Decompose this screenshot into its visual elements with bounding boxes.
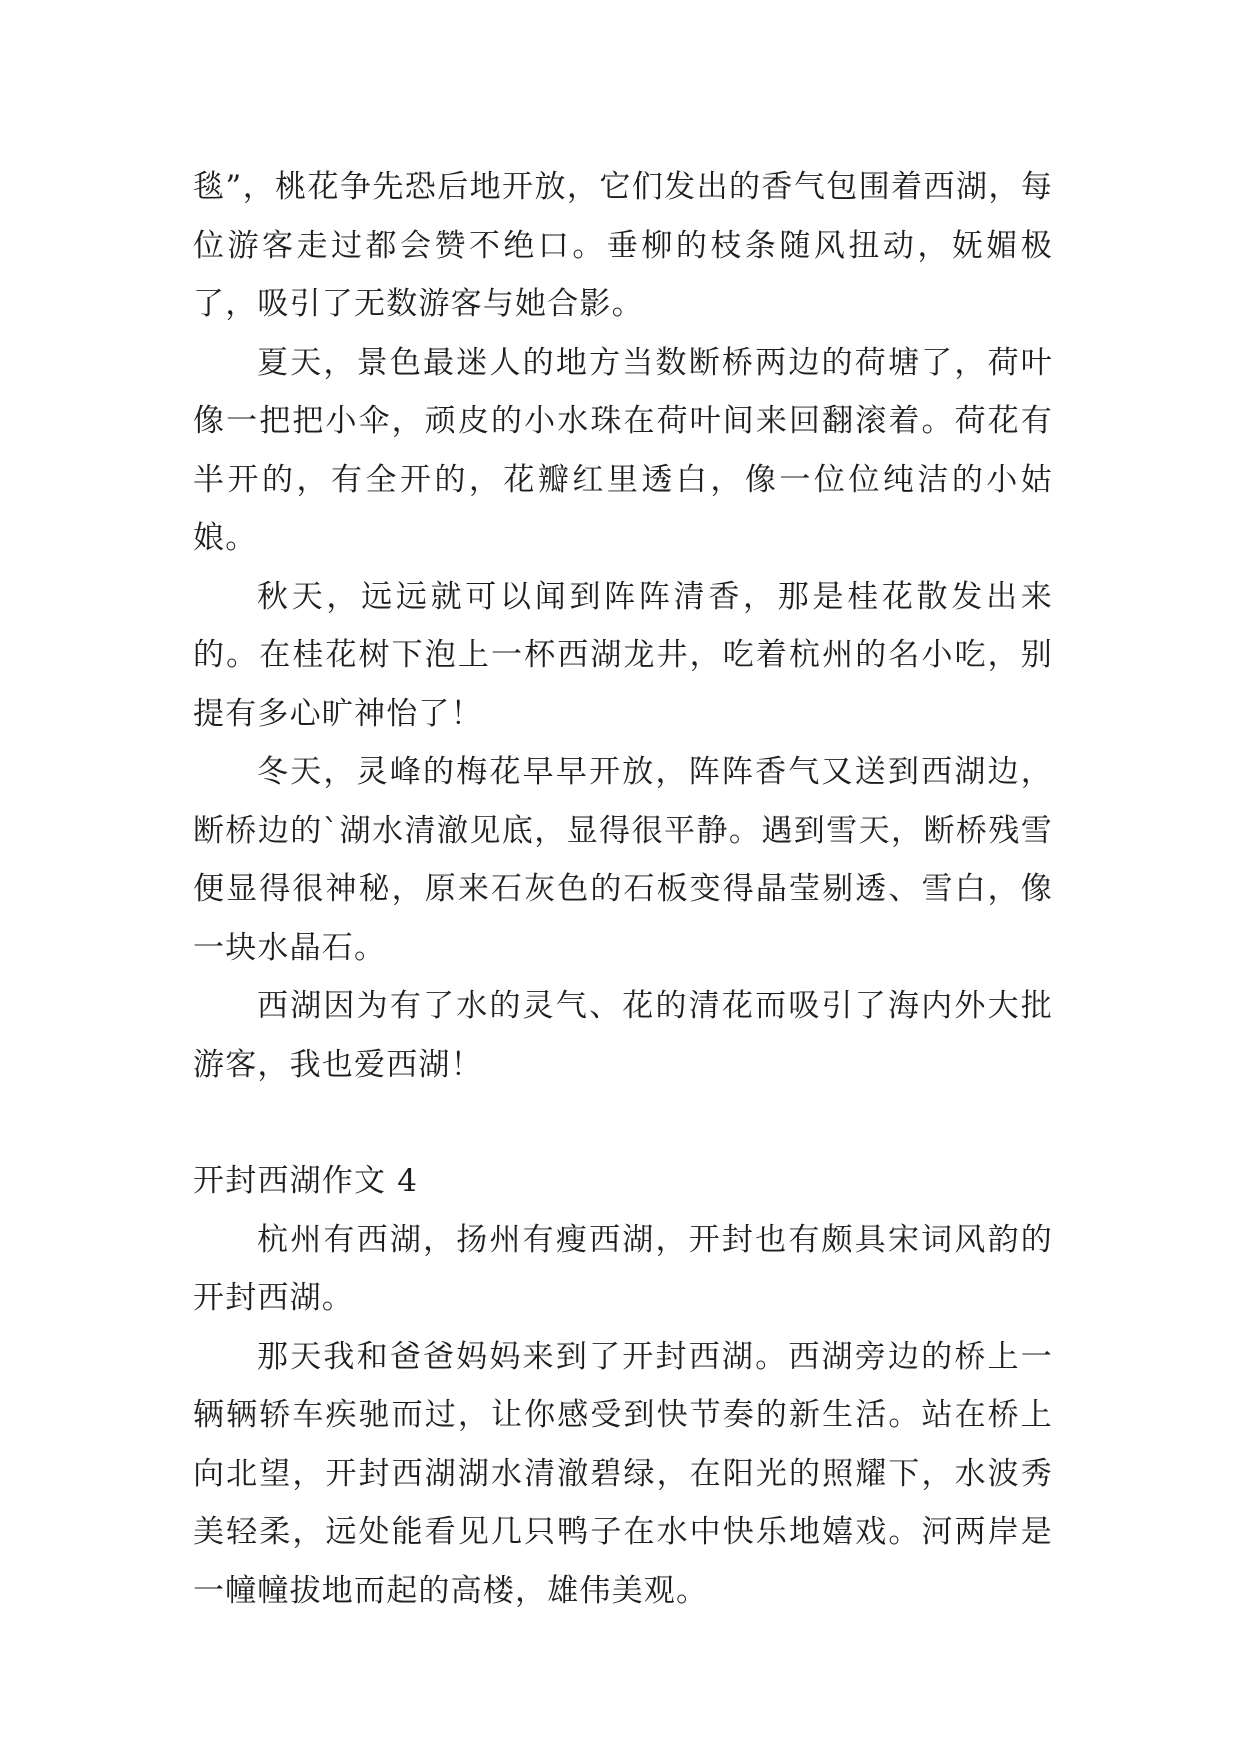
section-title: 开封西湖作文 4 (193, 1163, 419, 1199)
paragraph-winter: 冬天，灵峰的梅花早早开放，阵阵香气又送到西湖边，断桥边的`湖水清澈见底，显得很平静。遇到雪天，断桥残雪便显得很神秘，原来石灰色的石板变得晶莹剔透、雪白，像一块水晶石。 (193, 754, 1053, 966)
paragraph-intro: 杭州有西湖，扬州有瘦西湖，开封也有颇具宋词风韵的开封西湖。 (193, 1221, 1053, 1316)
document-body (193, 158, 1053, 1620)
paragraph-summer: 夏天，景色最迷人的地方当数断桥两边的荷塘了，荷叶像一把把小伞，顽皮的小水珠在荷叶间来回翻滚着。荷花有半开的，有全开的，花瓣红里透白，像一位位纯洁的小姑娘。 (193, 344, 1053, 556)
paragraph-autumn: 秋天，远远就可以闻到阵阵清香，那是桂花散发出来的。在桂花树下泡上一杯西湖龙井，吃着杭州的名小吃，别提有多心旷神怡了！ (193, 578, 1053, 732)
paragraph-visit: 那天我和爸爸妈妈来到了开封西湖。西湖旁边的桥上一辆辆轿车疾驰而过，让你感受到快节奏的新生活。站在桥上向北望，开封西湖湖水清澈碧绿，在阳光的照耀下，水波秀美轻柔，远处能看见几只鸭子在水中快乐地嬉戏。河两岸是一幢幢拔地而起的高楼，雄伟美观。 (193, 1338, 1053, 1609)
paragraph-conclusion: 西湖因为有了水的灵气、花的清花而吸引了海内外大批游客，我也爱西湖！ (193, 988, 1053, 1083)
paragraph-spring-continued: 毯”，桃花争先恐后地开放，它们发出的香气包围着西湖，每位游客走过都会赞不绝口。垂柳的枝条随风扭动，妩媚极了，吸引了无数游客与她合影。 (193, 169, 1053, 322)
